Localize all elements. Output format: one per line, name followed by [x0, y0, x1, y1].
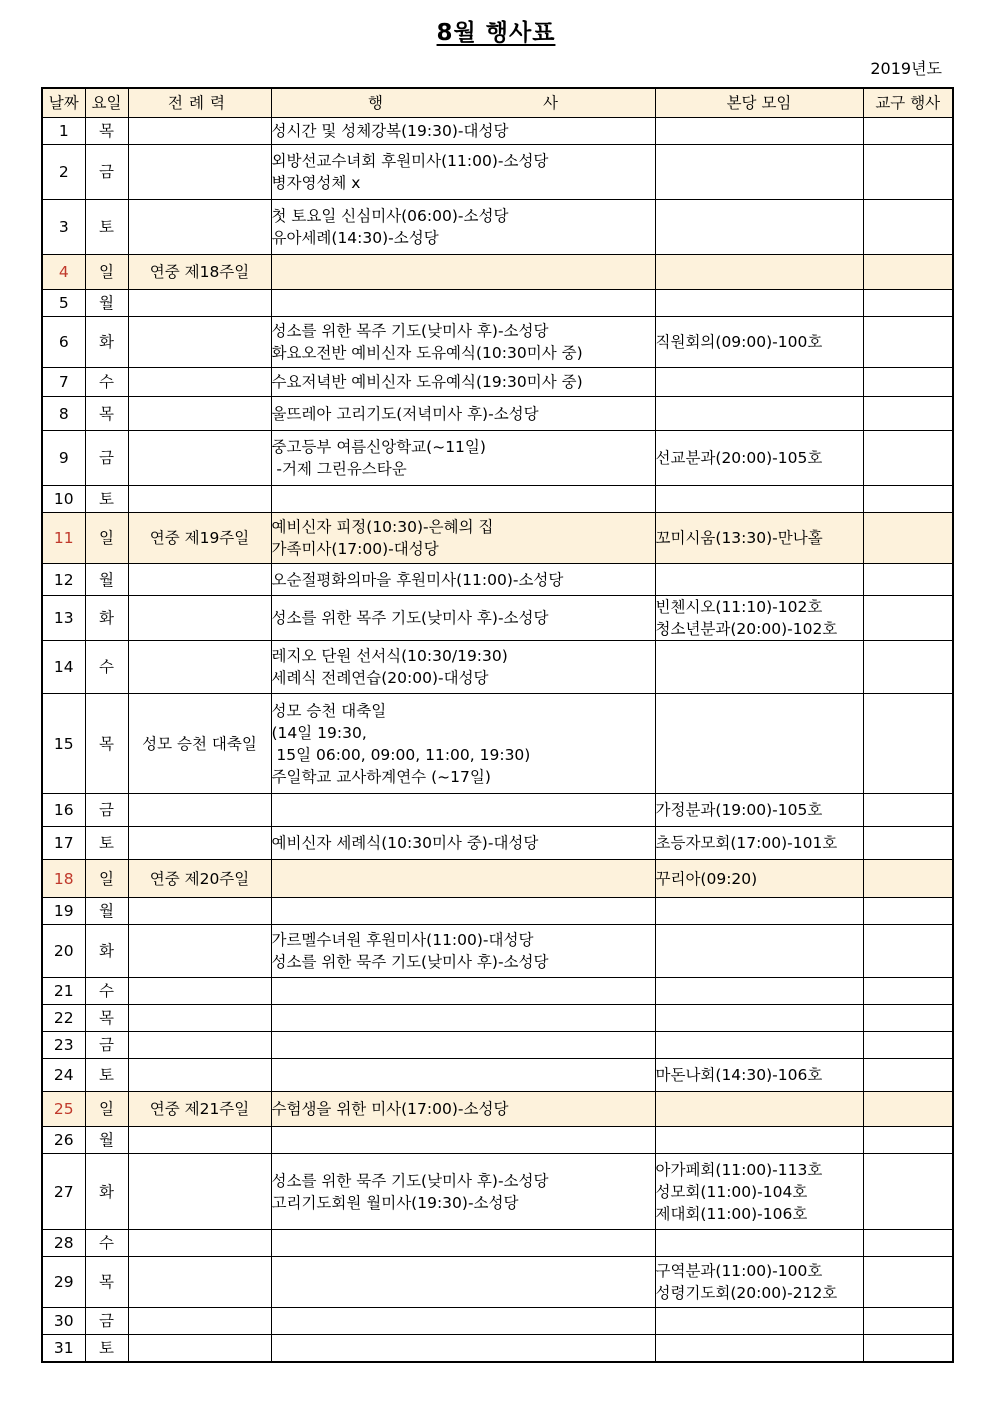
cell-events — [271, 1335, 655, 1362]
cell-meeting — [655, 200, 863, 255]
cell-liturgy — [128, 564, 271, 596]
event-line: 첫 토요일 신심미사(06:00)-소성당 — [271, 207, 509, 225]
cell-events — [271, 978, 655, 1005]
page-title-wrap — [0, 14, 992, 47]
event-line: 고리기도회원 월미사(19:30)-소성당 — [271, 1193, 519, 1212]
event-line: 화요오전반 예비신자 도유예식(10:30미사 중) — [271, 344, 583, 362]
table-row — [42, 513, 953, 564]
cell-meeting — [655, 898, 863, 925]
cell-liturgy: 연중 제20주일 — [128, 860, 271, 898]
cell-district — [863, 1005, 953, 1032]
cell-district — [863, 1230, 953, 1257]
cell-date: 24 — [42, 1059, 85, 1092]
cell-district — [863, 641, 953, 694]
cell-date: 21 — [42, 978, 85, 1005]
cell-events — [271, 145, 655, 200]
cell-date: 23 — [42, 1032, 85, 1059]
schedule-table — [41, 87, 954, 1363]
cell-date: 22 — [42, 1005, 85, 1032]
meeting-line: 구역분과(11:00)-100호 — [655, 1262, 823, 1280]
table-row — [42, 898, 953, 925]
cell-district — [863, 1257, 953, 1308]
cell-events — [271, 1032, 655, 1059]
cell-date: 1 — [42, 118, 85, 145]
cell-date: 7 — [42, 368, 85, 397]
cell-date: 20 — [42, 925, 85, 978]
cell-day: 화 — [85, 1154, 128, 1230]
cell-district — [863, 486, 953, 513]
cell-date: 16 — [42, 794, 85, 827]
cell-liturgy — [128, 317, 271, 368]
event-line: 가르멜수녀원 후원미사(11:00)-대성당 — [271, 931, 534, 949]
table-row — [42, 397, 953, 431]
cell-day: 월 — [85, 1127, 128, 1154]
cell-events — [271, 1059, 655, 1092]
cell-district — [863, 397, 953, 431]
cell-date: 13 — [42, 596, 85, 641]
cell-day: 금 — [85, 431, 128, 486]
meeting-line: 성령기도회(20:00)-212호 — [655, 1284, 838, 1302]
event-line: 예비신자 피정(10:30)-은혜의 집 — [271, 518, 494, 536]
cell-district — [863, 1154, 953, 1230]
cell-meeting — [655, 596, 863, 641]
cell-events — [271, 368, 655, 397]
cell-meeting — [655, 564, 863, 596]
cell-date: 27 — [42, 1154, 85, 1230]
meeting-line: 마돈나회(14:30)-106호 — [655, 1066, 823, 1084]
cell-meeting — [655, 255, 863, 290]
cell-events — [271, 1230, 655, 1257]
cell-date: 25 — [42, 1092, 85, 1127]
cell-day: 토 — [85, 827, 128, 860]
cell-day: 목 — [85, 1257, 128, 1308]
table-row — [42, 827, 953, 860]
cell-day: 일 — [85, 1092, 128, 1127]
header-liturgy: 전례력 — [128, 88, 271, 118]
cell-events — [271, 1092, 655, 1127]
cell-district — [863, 694, 953, 794]
cell-date: 12 — [42, 564, 85, 596]
cell-day: 목 — [85, 397, 128, 431]
cell-day: 금 — [85, 1032, 128, 1059]
cell-events — [271, 118, 655, 145]
cell-meeting — [655, 860, 863, 898]
cell-liturgy — [128, 1032, 271, 1059]
cell-day: 토 — [85, 1335, 128, 1362]
cell-events — [271, 564, 655, 596]
header-events-b: 사 — [543, 94, 558, 112]
cell-district — [863, 794, 953, 827]
cell-liturgy — [128, 978, 271, 1005]
cell-liturgy — [128, 145, 271, 200]
table-row — [42, 255, 953, 290]
cell-liturgy — [128, 641, 271, 694]
cell-district — [863, 368, 953, 397]
event-line: 레지오 단원 선서식(10:30/19:30) — [271, 647, 508, 665]
cell-district — [863, 978, 953, 1005]
cell-meeting — [655, 925, 863, 978]
cell-liturgy — [128, 1257, 271, 1308]
meeting-line: 가정분과(19:00)-105호 — [655, 801, 823, 819]
cell-district — [863, 118, 953, 145]
cell-meeting — [655, 1230, 863, 1257]
table-row — [42, 1092, 953, 1127]
cell-events — [271, 694, 655, 794]
cell-district — [863, 1127, 953, 1154]
cell-district — [863, 925, 953, 978]
cell-district — [863, 1059, 953, 1092]
header-row — [42, 88, 953, 118]
cell-events — [271, 255, 655, 290]
cell-date: 10 — [42, 486, 85, 513]
header-meeting: 본당 모임 — [655, 88, 863, 118]
cell-meeting — [655, 397, 863, 431]
cell-events — [271, 1154, 655, 1230]
cell-meeting — [655, 1154, 863, 1230]
cell-day: 금 — [85, 1308, 128, 1335]
cell-events — [271, 431, 655, 486]
cell-events — [271, 486, 655, 513]
event-line: 성시간 및 성체강복(19:30)-대성당 — [271, 122, 509, 140]
year-label: 2019년도 — [870, 59, 942, 78]
meeting-line: 초등자모회(17:00)-101호 — [655, 834, 838, 852]
table-row — [42, 118, 953, 145]
cell-events — [271, 641, 655, 694]
cell-liturgy — [128, 1059, 271, 1092]
cell-district — [863, 145, 953, 200]
cell-meeting — [655, 431, 863, 486]
cell-day: 일 — [85, 860, 128, 898]
cell-district — [863, 431, 953, 486]
cell-meeting — [655, 1127, 863, 1154]
meeting-line: 제대회(11:00)-106호 — [655, 1204, 808, 1223]
header-date: 날짜 — [42, 88, 85, 118]
cell-meeting — [655, 290, 863, 317]
cell-day: 토 — [85, 1059, 128, 1092]
table-row — [42, 860, 953, 898]
event-line: 성소를 위한 묵주 기도(낮미사 후)-소성당 — [271, 1171, 549, 1190]
table-row — [42, 596, 953, 641]
cell-district — [863, 860, 953, 898]
event-line: 중고등부 여름신앙학교(~11일) — [271, 438, 486, 456]
table-row — [42, 200, 953, 255]
event-line: 가족미사(17:00)-대성당 — [271, 540, 439, 558]
cell-liturgy: 연중 제18주일 — [128, 255, 271, 290]
cell-day: 금 — [85, 794, 128, 827]
cell-events — [271, 596, 655, 641]
cell-meeting — [655, 118, 863, 145]
cell-date: 9 — [42, 431, 85, 486]
cell-meeting — [655, 1335, 863, 1362]
cell-events — [271, 513, 655, 564]
cell-district — [863, 1092, 953, 1127]
cell-liturgy: 성모 승천 대축일 — [128, 694, 271, 794]
cell-district — [863, 255, 953, 290]
event-line: 성소를 위한 목주 기도(낮미사 후)-소성당 — [271, 322, 549, 340]
event-line: 세례식 전례연습(20:00)-대성당 — [271, 669, 489, 687]
cell-date: 2 — [42, 145, 85, 200]
cell-meeting — [655, 794, 863, 827]
cell-district — [863, 898, 953, 925]
cell-day: 수 — [85, 1230, 128, 1257]
table-row — [42, 1032, 953, 1059]
cell-liturgy — [128, 827, 271, 860]
cell-liturgy: 연중 제19주일 — [128, 513, 271, 564]
cell-liturgy — [128, 1154, 271, 1230]
cell-events — [271, 898, 655, 925]
cell-liturgy — [128, 431, 271, 486]
event-line: 오순절평화의마을 후원미사(11:00)-소성당 — [271, 570, 564, 589]
cell-day: 월 — [85, 898, 128, 925]
cell-meeting — [655, 368, 863, 397]
table-row — [42, 794, 953, 827]
cell-district — [863, 564, 953, 596]
table-row — [42, 1154, 953, 1230]
cell-district — [863, 317, 953, 368]
cell-meeting — [655, 1032, 863, 1059]
cell-date: 28 — [42, 1230, 85, 1257]
table-row — [42, 317, 953, 368]
event-line: 수요저녁반 예비신자 도유예식(19:30미사 중) — [271, 373, 583, 391]
schedule-body — [42, 118, 953, 1362]
cell-liturgy — [128, 1127, 271, 1154]
event-line: 수험생을 위한 미사(17:00)-소성당 — [271, 1100, 509, 1118]
cell-meeting — [655, 1308, 863, 1335]
cell-meeting — [655, 641, 863, 694]
cell-day: 화 — [85, 317, 128, 368]
table-row — [42, 1230, 953, 1257]
header-events — [271, 88, 655, 118]
cell-date: 4 — [42, 255, 85, 290]
cell-liturgy — [128, 290, 271, 317]
cell-liturgy — [128, 794, 271, 827]
cell-events — [271, 317, 655, 368]
event-line: 성소를 위한 묵주 기도(낮미사 후)-소성당 — [271, 953, 549, 971]
cell-date: 26 — [42, 1127, 85, 1154]
table-row — [42, 486, 953, 513]
table-row — [42, 1335, 953, 1362]
cell-district — [863, 200, 953, 255]
cell-day: 화 — [85, 925, 128, 978]
meeting-line: 청소년분과(20:00)-102호 — [655, 620, 838, 638]
cell-meeting — [655, 145, 863, 200]
table-row — [42, 145, 953, 200]
table-row — [42, 1308, 953, 1335]
table-row — [42, 1005, 953, 1032]
cell-events — [271, 1127, 655, 1154]
event-line: -거제 그린유스타운 — [271, 460, 407, 478]
cell-events — [271, 794, 655, 827]
table-row — [42, 290, 953, 317]
cell-liturgy — [128, 1005, 271, 1032]
cell-liturgy — [128, 486, 271, 513]
event-line: 외방선교수녀회 후원미사(11:00)-소성당 — [271, 152, 549, 170]
event-line: 유아세례(14:30)-소성당 — [271, 229, 439, 247]
cell-events — [271, 925, 655, 978]
cell-meeting — [655, 1005, 863, 1032]
cell-district — [863, 513, 953, 564]
table-row — [42, 368, 953, 397]
cell-district — [863, 1032, 953, 1059]
cell-meeting — [655, 486, 863, 513]
cell-meeting — [655, 317, 863, 368]
cell-events — [271, 200, 655, 255]
cell-meeting — [655, 1257, 863, 1308]
cell-date: 15 — [42, 694, 85, 794]
cell-events — [271, 827, 655, 860]
table-row — [42, 925, 953, 978]
cell-day: 수 — [85, 641, 128, 694]
event-line: 울뜨레아 고리기도(저녁미사 후)-소성당 — [271, 404, 539, 423]
cell-day: 화 — [85, 596, 128, 641]
cell-meeting — [655, 827, 863, 860]
cell-liturgy — [128, 397, 271, 431]
table-row — [42, 1257, 953, 1308]
cell-date: 8 — [42, 397, 85, 431]
event-line: 예비신자 세례식(10:30미사 중)-대성당 — [271, 834, 539, 852]
cell-date: 17 — [42, 827, 85, 860]
cell-liturgy — [128, 368, 271, 397]
cell-events — [271, 290, 655, 317]
cell-liturgy — [128, 925, 271, 978]
cell-events — [271, 1257, 655, 1308]
meeting-line: 아가페회(11:00)-113호 — [655, 1160, 823, 1179]
event-line: 병자영성체 x — [271, 174, 361, 192]
cell-district — [863, 290, 953, 317]
cell-date: 30 — [42, 1308, 85, 1335]
cell-date: 31 — [42, 1335, 85, 1362]
event-line: (14일 19:30, — [271, 723, 367, 742]
cell-day: 토 — [85, 486, 128, 513]
cell-day: 월 — [85, 564, 128, 596]
cell-liturgy: 연중 제21주일 — [128, 1092, 271, 1127]
event-line: 주일학교 교사하계연수 (~17일) — [271, 767, 491, 786]
cell-liturgy — [128, 1335, 271, 1362]
cell-date: 3 — [42, 200, 85, 255]
meeting-line: 꼬미시움(13:30)-만나홀 — [655, 529, 823, 547]
table-row — [42, 1059, 953, 1092]
cell-day: 금 — [85, 145, 128, 200]
cell-events — [271, 860, 655, 898]
table-row — [42, 641, 953, 694]
cell-day: 수 — [85, 368, 128, 397]
cell-date: 11 — [42, 513, 85, 564]
table-row — [42, 978, 953, 1005]
cell-liturgy — [128, 118, 271, 145]
cell-events — [271, 397, 655, 431]
cell-events — [271, 1308, 655, 1335]
cell-district — [863, 596, 953, 641]
header-district: 교구 행사 — [863, 88, 953, 118]
meeting-line: 꾸리아(09:20) — [655, 869, 758, 888]
meeting-line: 선교분과(20:00)-105호 — [655, 449, 823, 467]
cell-day: 목 — [85, 1005, 128, 1032]
header-events-a: 행 — [368, 94, 383, 112]
cell-day: 토 — [85, 200, 128, 255]
cell-date: 5 — [42, 290, 85, 317]
cell-day: 목 — [85, 118, 128, 145]
table-row — [42, 564, 953, 596]
table-row — [42, 1127, 953, 1154]
event-line: 15일 06:00, 09:00, 11:00, 19:30) — [271, 745, 531, 764]
cell-liturgy — [128, 898, 271, 925]
cell-liturgy — [128, 200, 271, 255]
cell-meeting — [655, 1092, 863, 1127]
table-row — [42, 694, 953, 794]
cell-liturgy — [128, 1230, 271, 1257]
cell-date: 14 — [42, 641, 85, 694]
cell-events — [271, 1005, 655, 1032]
cell-liturgy — [128, 596, 271, 641]
cell-day: 일 — [85, 513, 128, 564]
cell-day: 수 — [85, 978, 128, 1005]
header-day: 요일 — [85, 88, 128, 118]
cell-day: 일 — [85, 255, 128, 290]
cell-date: 18 — [42, 860, 85, 898]
meeting-line: 직원회의(09:00)-100호 — [655, 333, 823, 351]
cell-date: 19 — [42, 898, 85, 925]
event-line: 성소를 위한 목주 기도(낮미사 후)-소성당 — [271, 609, 549, 627]
cell-district — [863, 1335, 953, 1362]
cell-liturgy — [128, 1308, 271, 1335]
cell-day: 월 — [85, 290, 128, 317]
meeting-line: 성모회(11:00)-104호 — [655, 1182, 808, 1201]
cell-meeting — [655, 978, 863, 1005]
cell-meeting — [655, 1059, 863, 1092]
cell-meeting — [655, 694, 863, 794]
page-title: 8월 행사표 — [436, 20, 556, 46]
cell-district — [863, 827, 953, 860]
cell-day: 목 — [85, 694, 128, 794]
event-line: 성모 승천 대축일 — [271, 701, 387, 720]
cell-date: 6 — [42, 317, 85, 368]
cell-district — [863, 1308, 953, 1335]
cell-meeting — [655, 513, 863, 564]
cell-date: 29 — [42, 1257, 85, 1308]
table-row — [42, 431, 953, 486]
meeting-line: 빈첸시오(11:10)-102호 — [655, 598, 823, 616]
